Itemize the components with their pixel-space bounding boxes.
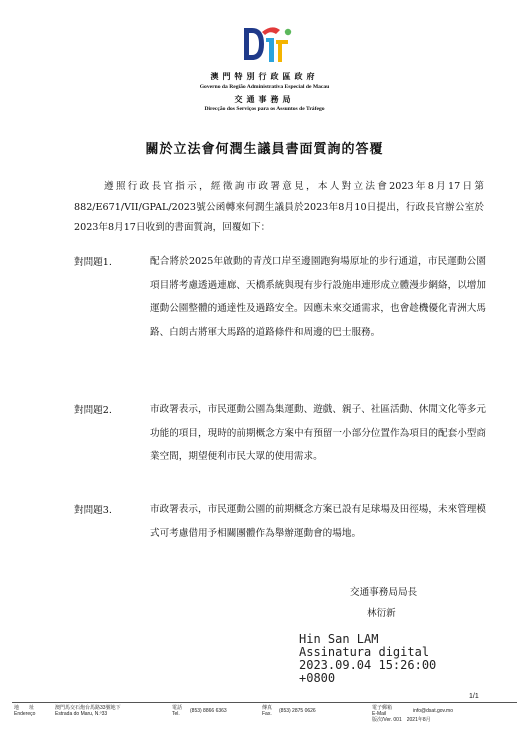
fax-label-cn: 傳真 bbox=[262, 705, 273, 711]
tel-label-cn: 電話 bbox=[172, 705, 183, 711]
digital-signature-name: Hin San LAM bbox=[299, 632, 379, 646]
address-label-cn: 地 址 bbox=[14, 705, 35, 711]
footer-address-labels bbox=[14, 705, 35, 717]
email-label-cn: 電子郵箱 bbox=[372, 705, 393, 711]
email-address: info@dsat.gov.mo bbox=[413, 708, 454, 714]
answer-3-label: 對問題3. bbox=[74, 505, 112, 516]
answer-1-label: 對問題1. bbox=[74, 257, 112, 268]
signatory-name: 林衍新 bbox=[367, 608, 396, 619]
footer-tel-labels bbox=[172, 705, 182, 717]
digital-signature-label: Assinatura digital bbox=[299, 645, 430, 659]
logo-red-arc bbox=[262, 27, 280, 35]
page-number: 1/1 bbox=[469, 693, 479, 700]
logo-blue-shape bbox=[244, 28, 264, 60]
dept-name-pt: Direcção dos Serviços para os Assuntos de Tráfego bbox=[204, 106, 325, 112]
footer-fax-labels bbox=[262, 705, 272, 717]
digital-signature-timezone: +0800 bbox=[299, 671, 336, 685]
org-name-pt: Governo da Região Administrativa Especial de Macau bbox=[199, 84, 330, 90]
digital-signature-datetime: 2023.09.04 15:26:00 bbox=[299, 658, 437, 672]
version-info: 版次/Ver. 001 2021年8月 bbox=[372, 717, 431, 723]
logo-cyan-shape bbox=[266, 38, 274, 62]
intro-paragraph: 遵照行政長官指示，經徵詢市政署意見，本人對立法會2023年8月17日第882/E671/VII/GPAL/2023號公函轉來何潤生議員於2023年8月10日提出，行政長官辦公室於2023年8月17日收到的書面質詢，回覆如下： bbox=[74, 181, 484, 233]
logo-green-dot bbox=[285, 29, 291, 35]
footer-email-labels bbox=[372, 705, 392, 717]
answer-3-text: 市政署表示，市民運動公園的前期概念方案已設有足球場及田徑場，未來管理模式可考慮借用予相關團體作為舉辦運動會的場地。 bbox=[150, 504, 486, 539]
signatory-title: 交通事務局局長 bbox=[350, 587, 418, 598]
answer-2-label: 對問題2. bbox=[74, 405, 112, 416]
logo-yellow-shape bbox=[276, 40, 288, 62]
document-title: 關於立法會何潤生議員書面質詢的答覆 bbox=[145, 142, 384, 157]
digital-signature bbox=[299, 633, 459, 685]
email-label-pt: E-Mail bbox=[372, 711, 387, 717]
address-label-pt: Endereço bbox=[14, 711, 36, 717]
footer-divider bbox=[12, 702, 517, 703]
dept-name-cn: 交通事務局 bbox=[234, 94, 295, 104]
org-name-cn: 澳門特別行政區政府 bbox=[210, 71, 319, 81]
tel-number: (853) 8866 6363 bbox=[190, 708, 227, 714]
tel-label-pt: Tel. bbox=[172, 711, 180, 717]
fax-label-pt: Fax. bbox=[262, 711, 272, 717]
address-cn: 澳門馬交石炮台馬路33號地下 bbox=[55, 705, 121, 711]
answer-1-text: 配合將於2025年啟動的青茂口岸至邊園跑狗場原址的步行通道，市民運動公園項目將考慮透過連廊、天橋系統與現有步行設施串連形成立體漫步網絡，以增加運動公園整體的通達性及過路安全。因應未來交通需求，也會趁機優化青洲大馬路、白朗古將軍大馬路的道路條件和周邊的巴士服務。 bbox=[150, 256, 486, 338]
footer-address bbox=[55, 705, 121, 717]
fax-number: (853) 2875 0626 bbox=[279, 708, 316, 714]
dsat-logo bbox=[238, 22, 296, 66]
address-pt: Estrada do Maru, N.º33 bbox=[55, 711, 108, 717]
answer-2-text: 市政署表示，市民運動公園為集運動、遊戲、親子、社區活動、休閒文化等多元功能的項目，現時的前期概念方案中有預留一小部分位置作為項目的配套小型商業空間，期望便利市民大眾的使用需求。 bbox=[150, 404, 486, 463]
